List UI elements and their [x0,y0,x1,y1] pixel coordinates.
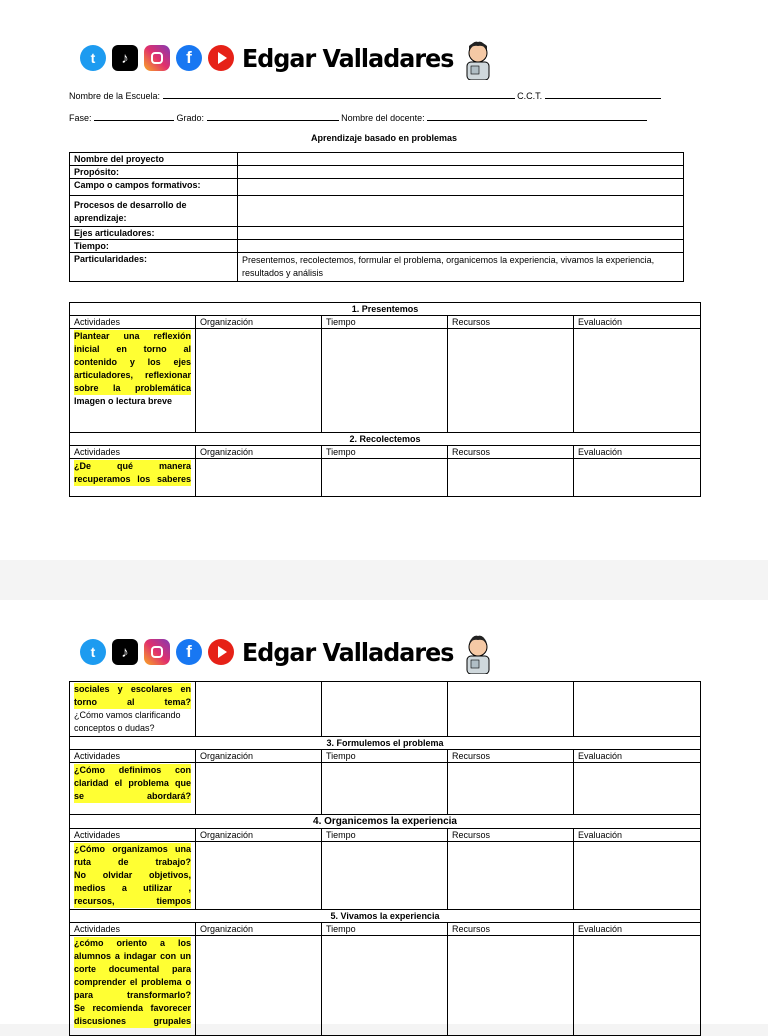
col-organizacion: Organización [196,446,322,459]
time-cell[interactable] [322,682,448,737]
row-label: Nombre del proyecto [70,153,238,166]
col-organizacion: Organización [196,829,322,842]
col-evaluacion: Evaluación [574,316,701,329]
youtube-icon [208,639,234,665]
document-page-2 [0,600,768,1024]
activity-highlight: ¿cómo oriento a los alumnos a indagar con un corte documental para comprender el problema o para transformarlo? [74,938,191,1000]
organization-cell[interactable] [196,763,322,815]
evaluation-cell[interactable] [574,936,701,1036]
section-title-formulemos: 3. Formulemos el problema [70,737,701,750]
row-label: Ejes articuladores: [70,227,238,240]
row-label: Tiempo: [70,240,238,253]
avatar-icon [461,630,495,674]
activity-highlight: ¿Cómo organizamos una ruta de trabajo? [74,844,191,867]
organization-cell[interactable] [196,936,322,1036]
activities-table-2 [69,681,701,1036]
avatar-icon [461,36,495,80]
col-recursos: Recursos [448,446,574,459]
resources-cell[interactable] [448,459,574,497]
table-row [70,227,684,240]
row-label: Particularidades: [70,253,238,282]
brand-name: Edgar Valladares [242,637,454,667]
activity-cell [70,763,196,815]
column-header-row [70,446,701,459]
activity-cell [70,682,196,737]
cct-label: C.C.T. [517,91,543,101]
fields-cell[interactable] [238,179,684,196]
section-title-vivamos: 5. Vivamos la experiencia [70,910,701,923]
col-evaluacion: Evaluación [574,829,701,842]
time-cell[interactable] [322,459,448,497]
table-row [70,682,701,737]
col-actividades: Actividades [70,923,196,936]
project-info-table [69,152,684,282]
activity-cell [70,459,196,497]
resources-cell[interactable] [448,763,574,815]
column-header-row [70,923,701,936]
instagram-icon [144,45,170,71]
tiktok-icon: ♪ [112,639,138,665]
project-name-cell[interactable] [238,153,684,166]
tiktok-icon: ♪ [112,45,138,71]
activity-highlight: Plantear una reflexión inicial en torno al contenido y los ejes articuladores, reflexionar sobre la problemática [74,331,191,393]
col-recursos: Recursos [448,750,574,763]
col-actividades: Actividades [70,446,196,459]
purpose-cell[interactable] [238,166,684,179]
instagram-icon [144,639,170,665]
activity-note: No olvidar objetivos, medios a utilizar , recursos, tiempos [74,870,191,906]
table-row [70,936,701,1036]
time-cell[interactable] [322,329,448,433]
document-title: Aprendizaje basado en problemas [310,133,458,143]
activity-cell [70,936,196,1036]
time-cell[interactable] [322,842,448,910]
grade-field[interactable] [207,111,339,121]
brand-header [80,36,495,80]
column-header-row [70,829,701,842]
particularities-value: Presentemos, recolectemos, formular el problema, organicemos la experiencia, vivamos la experiencia, resultados y análisis [238,253,684,282]
school-label: Nombre de la Escuela: [69,91,161,101]
section-title-presentemos: 1. Presentemos [70,303,701,316]
table-row [70,240,684,253]
section-title-recolectemos: 2. Recolectemos [70,433,701,446]
row-label: Campo o campos formativos: [70,179,238,196]
school-field[interactable] [163,89,515,99]
activity-note: Se recomienda favorecer discusiones grupales [74,1003,191,1026]
col-recursos: Recursos [448,829,574,842]
evaluation-cell[interactable] [574,459,701,497]
teacher-label: Nombre del docente: [341,113,425,123]
table-row [70,459,701,497]
col-tiempo: Tiempo [322,923,448,936]
activity-highlight: sociales y escolares en torno al tema? [74,684,191,707]
youtube-icon [208,45,234,71]
organization-cell[interactable] [196,682,322,737]
resources-cell[interactable] [448,329,574,433]
grade-label: Grado: [176,113,205,123]
resources-cell[interactable] [448,936,574,1036]
evaluation-cell[interactable] [574,842,701,910]
col-actividades: Actividades [70,750,196,763]
column-header-row [70,316,701,329]
organization-cell[interactable] [196,842,322,910]
col-recursos: Recursos [448,316,574,329]
col-organizacion: Organización [196,923,322,936]
row-label: Propósito: [70,166,238,179]
evaluation-cell[interactable] [574,763,701,815]
processes-cell[interactable] [238,196,684,227]
col-organizacion: Organización [196,316,322,329]
time-cell[interactable] [238,240,684,253]
table-row [70,196,684,227]
twitter-icon: t [80,45,106,71]
col-evaluacion: Evaluación [574,446,701,459]
facebook-icon: f [176,45,202,71]
twitter-icon: t [80,639,106,665]
evaluation-cell[interactable] [574,329,701,433]
col-recursos: Recursos [448,923,574,936]
evaluation-cell[interactable] [574,682,701,737]
facebook-icon: f [176,639,202,665]
time-cell[interactable] [322,763,448,815]
phase-field[interactable] [94,111,174,121]
resources-cell[interactable] [448,682,574,737]
cct-field[interactable] [545,89,661,99]
col-actividades: Actividades [70,829,196,842]
table-row [70,253,684,282]
col-tiempo: Tiempo [322,316,448,329]
table-row [70,179,684,196]
table-row [70,153,684,166]
section-title-organicemos: 4. Organicemos la experiencia [70,815,701,829]
activities-table-1 [69,302,701,497]
organization-cell[interactable] [196,459,322,497]
table-row [70,842,701,910]
table-row [70,166,684,179]
activity-cell [70,329,196,433]
phase-label: Fase: [69,113,92,123]
time-cell[interactable] [322,936,448,1036]
brand-name: Edgar Valladares [242,43,454,73]
col-actividades: Actividades [70,316,196,329]
organization-cell[interactable] [196,329,322,433]
col-organizacion: Organización [196,750,322,763]
col-tiempo: Tiempo [322,446,448,459]
activity-note: Imagen o lectura breve [74,396,173,406]
row-label: Procesos de desarrollo de aprendizaje: [70,196,238,227]
axes-cell[interactable] [238,227,684,240]
table-row [70,329,701,433]
activity-highlight: ¿De qué manera recuperamos los saberes [74,461,191,484]
school-line [69,89,661,101]
column-header-row [70,750,701,763]
activity-note: ¿Cómo vamos clarificando conceptos o dudas? [74,710,181,733]
col-evaluacion: Evaluación [574,923,701,936]
col-evaluacion: Evaluación [574,750,701,763]
activity-highlight: ¿Cómo definimos con claridad el problema que se abordará? [74,765,191,801]
phase-line [69,111,647,123]
table-row [70,763,701,815]
resources-cell[interactable] [448,842,574,910]
brand-header [80,630,495,674]
teacher-field[interactable] [427,111,647,121]
activity-cell [70,842,196,910]
col-tiempo: Tiempo [322,829,448,842]
col-tiempo: Tiempo [322,750,448,763]
